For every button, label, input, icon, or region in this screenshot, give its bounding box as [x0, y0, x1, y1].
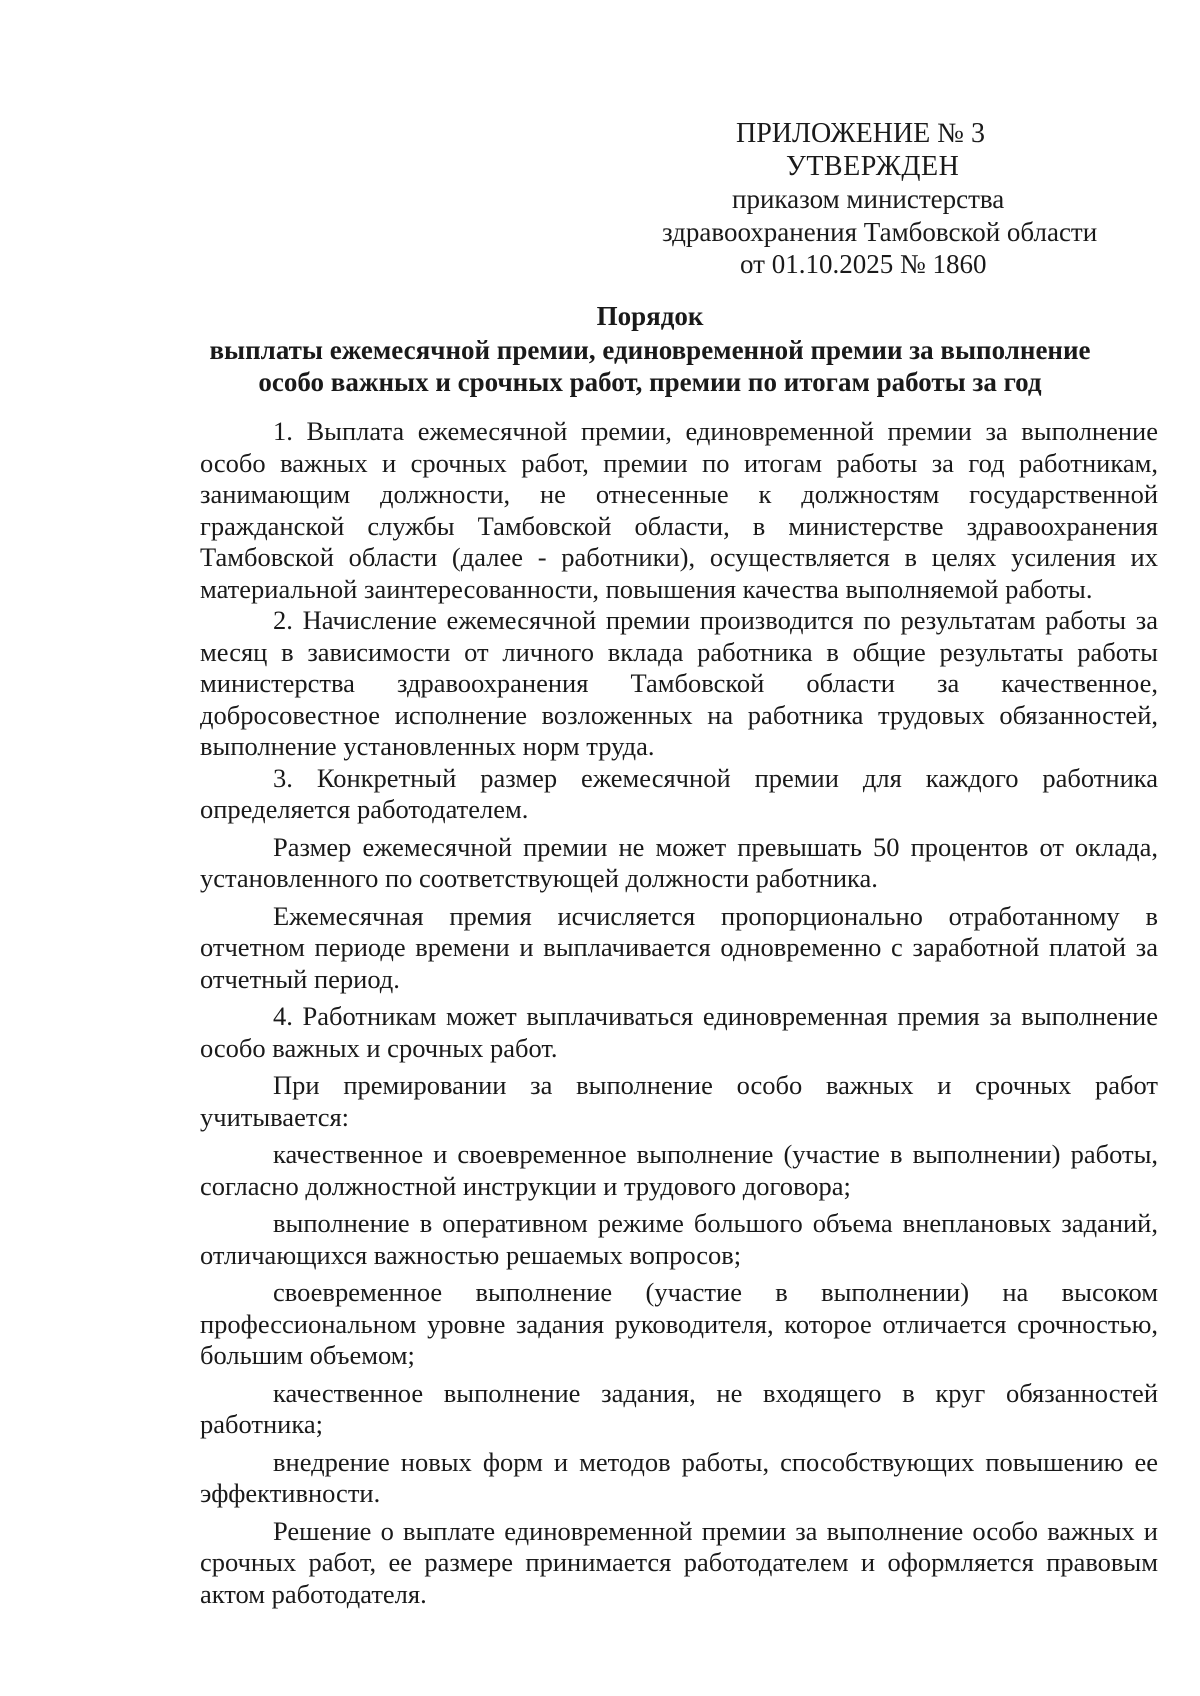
document-title	[180, 300, 1120, 398]
paragraph-6: 4. Работникам может выплачиваться единовременная премия за выполнение особо важных и срочных работ.	[200, 1001, 1158, 1063]
document-body	[200, 416, 1158, 1610]
appendix-number: ПРИЛОЖЕНИЕ № 3	[736, 118, 985, 149]
order-date-number: от 01.10.2025 № 1860	[740, 249, 987, 279]
approved-label: УТВЕРЖДЕН	[786, 150, 960, 182]
approval-stamp-block	[640, 118, 1160, 281]
paragraph-3: 3. Конкретный размер ежемесячной премии для каждого работника определяется работодателем.	[200, 762, 1158, 824]
paragraph-2: 2. Начисление ежемесячной премии производится по результатам работы за месяц в зависимости от личного вклада работника в общие результаты работы министерства здравоохранения Тамбовской области за качественное, добросовестное исполнение возложенных на работника трудовых обязанностей, выполнение установленных норм труда.	[200, 605, 1158, 761]
paragraph-7: При премировании за выполнение особо важных и срочных работ учитывается:	[200, 1070, 1158, 1132]
title-line-3: особо важных и срочных работ, премии по итогам работы за год	[258, 367, 1042, 397]
paragraph-12: внедрение новых форм и методов работы, способствующих повышению ее эффективности.	[200, 1446, 1158, 1508]
title-line-1: Порядок	[596, 301, 704, 331]
paragraph-10: своевременное выполнение (участие в выполнении) на высоком профессиональном уровне задания руководителя, которое отличается срочностью, большим объемом;	[200, 1277, 1158, 1370]
title-line-2: выплаты ежемесячной премии, единовременной премии за выполнение	[209, 335, 1091, 365]
paragraph-4: Размер ежемесячной премии не может превышать 50 процентов от оклада, установленного по соответствующей должности работника.	[200, 831, 1158, 893]
approved-by-line: приказом министерства	[732, 184, 1005, 214]
paragraph-5: Ежемесячная премия исчисляется пропорционально отработанному в отчетном периоде времени и выплачивается одновременно с заработной платой за отчетный период.	[200, 900, 1158, 994]
paragraph-1: 1. Выплата ежемесячной премии, единовременной премии за выполнение особо важных и срочных работ, премии по итогам работы за год работникам, занимающим должности, не отнесенные к должностям государственной гражданской службы Тамбовской области, в министерстве здравоохранения Тамбовской области (далее - работники), осуществляется в целях усиления их материальной заинтересованности, повышения качества выполняемой работы.	[200, 416, 1158, 604]
paragraph-13: Решение о выплате единовременной премии за выполнение особо важных и срочных работ, ее размере принимается работодателем и оформляется правовым актом работодателя.	[200, 1515, 1158, 1609]
paragraph-9: выполнение в оперативном режиме большого объема внеплановых заданий, отличающихся важностью решаемых вопросов;	[200, 1208, 1158, 1270]
paragraph-8: качественное и своевременное выполнение (участие в выполнении) работы, согласно должностной инструкции и трудового договора;	[200, 1139, 1158, 1201]
ministry-name-line: здравоохранения Тамбовской области	[662, 216, 1098, 247]
paragraph-11: качественное выполнение задания, не входящего в круг обязанностей работника;	[200, 1377, 1158, 1439]
